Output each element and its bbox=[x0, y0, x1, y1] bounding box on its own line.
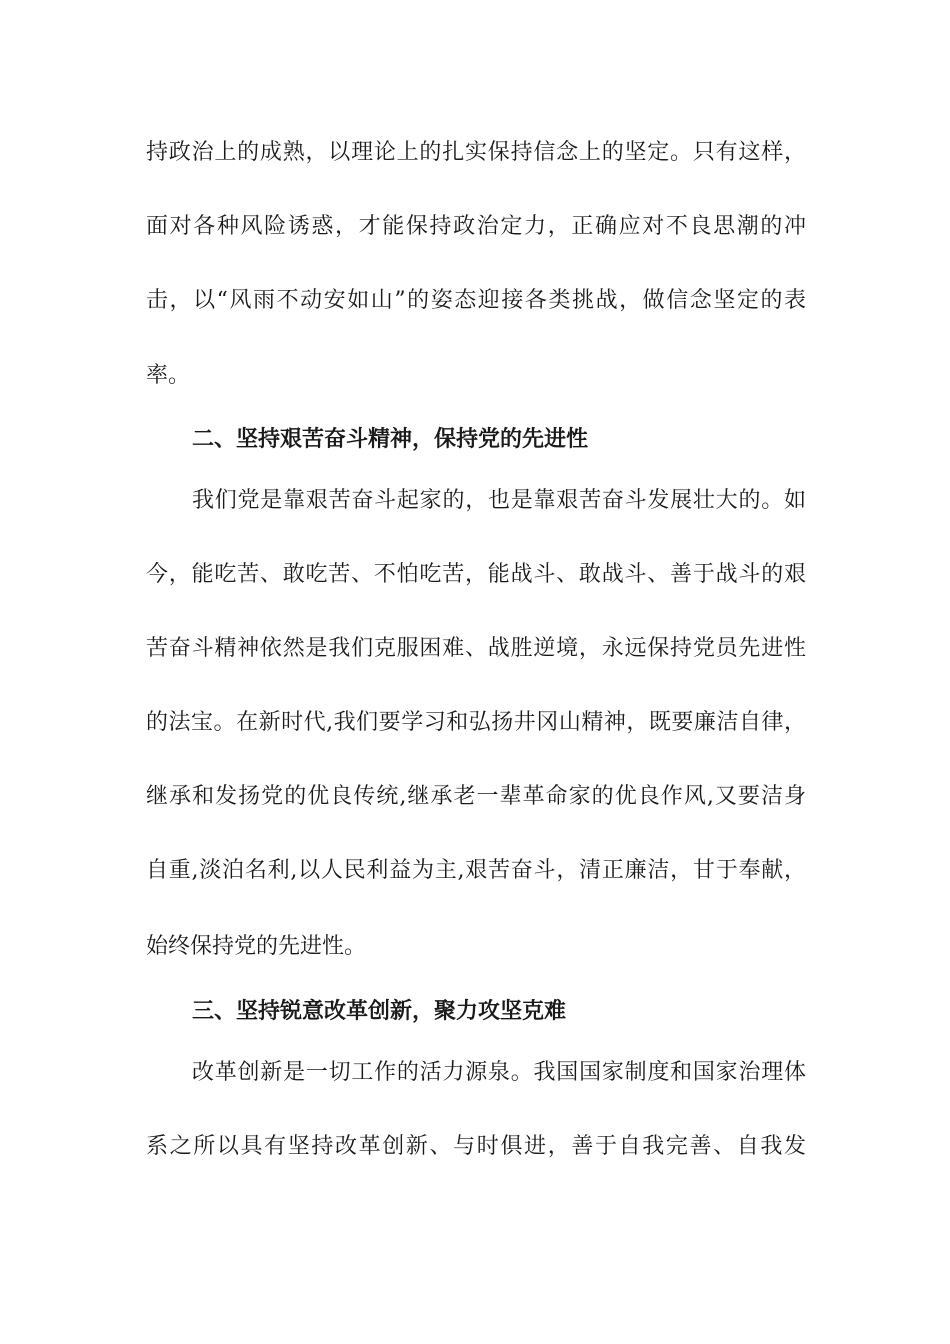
paragraph-line: 自重,淡泊名利,以人民利益为主,艰苦奋斗，清正廉洁，甘于奉献， bbox=[146, 858, 806, 883]
paragraph-line: 继承和发扬党的优良传统,继承老一辈革命家的优良作风,又要洁身 bbox=[146, 784, 806, 809]
paragraph-line: 今，能吃苦、敢吃苦、不怕吃苦，能战斗、敢战斗、善于战斗的艰 bbox=[146, 562, 806, 587]
paragraph-line: 持政治上的成熟，以理论上的扎实保持信念上的坚定。只有这样， bbox=[146, 140, 806, 165]
paragraph-line: 击，以“风雨不动安如山”的姿态迎接各类挑战，做信念坚定的表 bbox=[146, 288, 806, 313]
paragraph-line: 始终保持党的先进性。 bbox=[146, 934, 367, 959]
paragraph-line: 改革创新是一切工作的活力源泉。我国国家制度和国家治理体 bbox=[192, 1060, 806, 1085]
paragraph-line: 面对各种风险诱惑，才能保持政治定力，正确应对不良思潮的冲 bbox=[146, 214, 806, 239]
paragraph-line: 系之所以具有坚持改革创新、与时俱进，善于自我完善、自我发 bbox=[146, 1134, 806, 1159]
section-heading-3: 三、坚持锐意改革创新，聚力攻坚克难 bbox=[192, 998, 567, 1024]
section-heading-2: 二、坚持艰苦奋斗精神，保持党的先进性 bbox=[192, 426, 589, 452]
paragraph-line: 苦奋斗精神依然是我们克服困难、战胜逆境，永远保持党员先进性 bbox=[146, 636, 806, 661]
paragraph-line: 的法宝。在新时代,我们要学习和弘扬井冈山精神，既要廉洁自律， bbox=[146, 710, 806, 735]
paragraph-line: 我们党是靠艰苦奋斗起家的，也是靠艰苦奋斗发展壮大的。如 bbox=[192, 488, 806, 513]
paragraph-line: 率。 bbox=[146, 363, 191, 388]
